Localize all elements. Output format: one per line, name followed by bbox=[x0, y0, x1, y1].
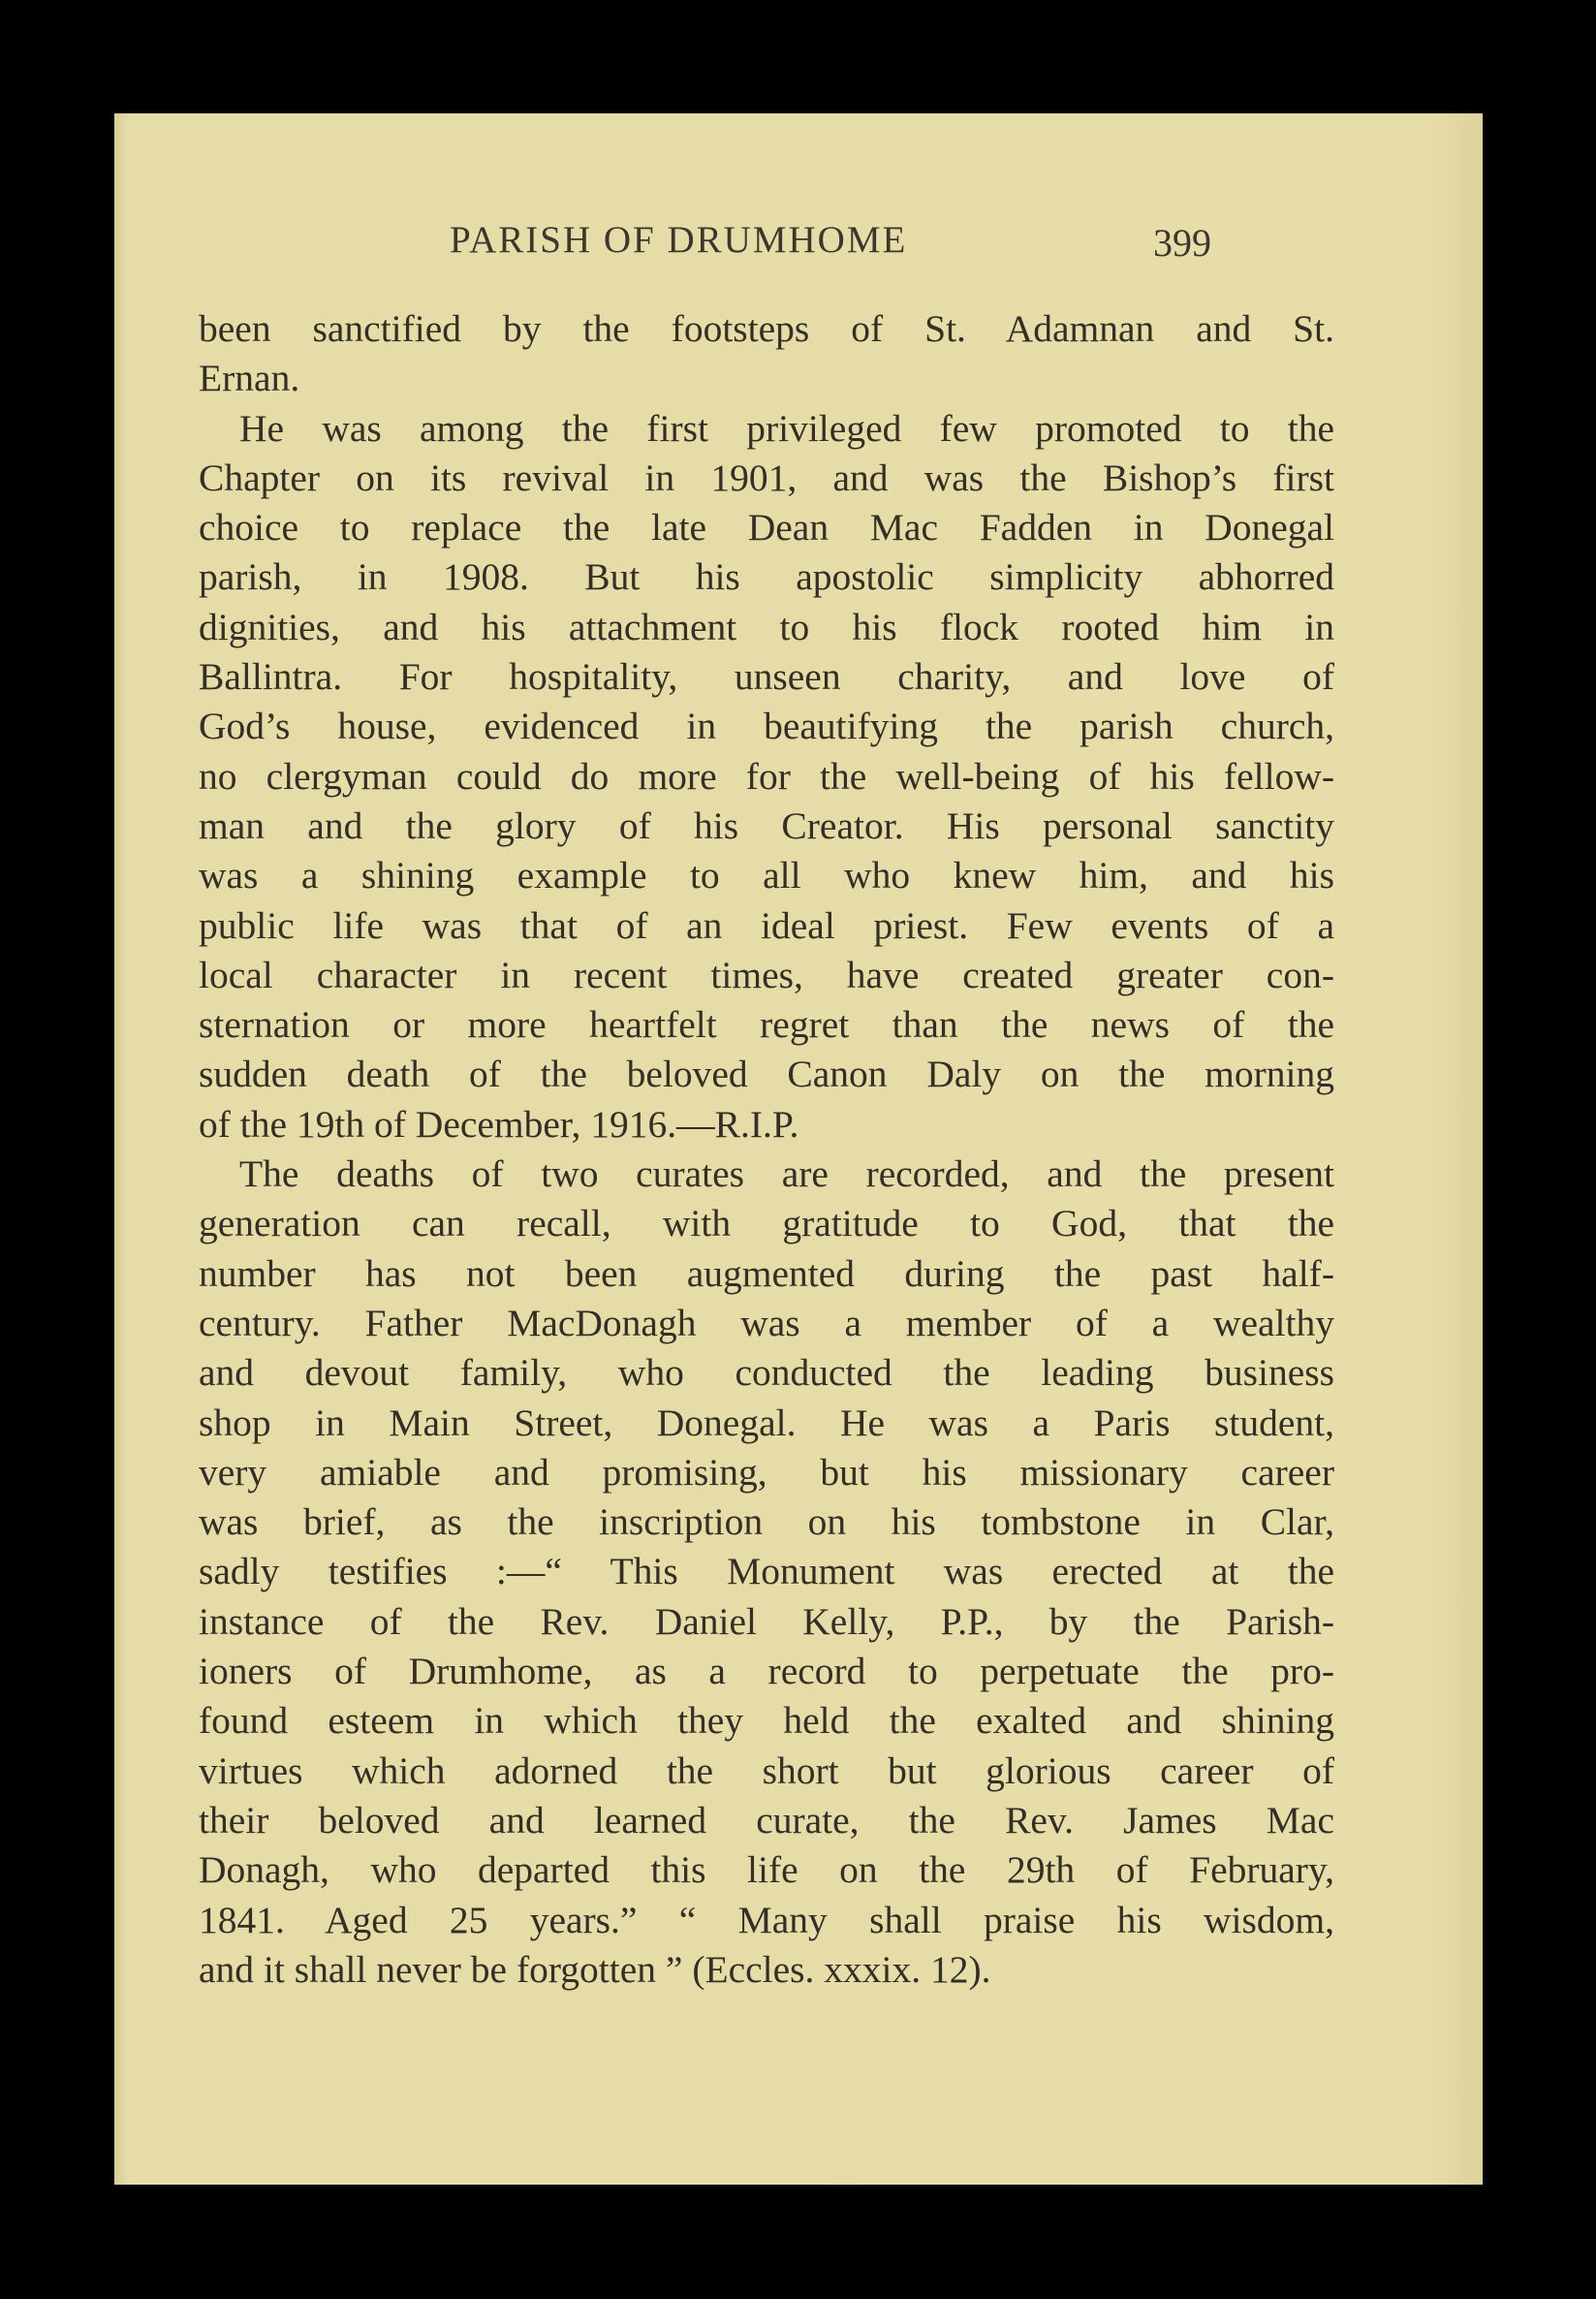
running-head bbox=[114, 218, 1483, 276]
text-line: was a shining example to all who knew him, and his bbox=[199, 854, 1334, 898]
text-line: sudden death of the beloved Canon Daly on the morning bbox=[199, 1053, 1334, 1096]
text-line: ioners of Drumhome, as a record to perpetuate the pro- bbox=[199, 1650, 1334, 1693]
text-line: 1841. Aged 25 years.” “ Many shall praise his wisdom, bbox=[199, 1898, 1334, 1941]
text-line: was brief, as the inscription on his tombstone in Clar, bbox=[199, 1500, 1334, 1544]
text-line: public life was that of an ideal priest. Few events of a bbox=[199, 903, 1334, 947]
book-page bbox=[114, 113, 1483, 2185]
text-line: He was among the first privileged few promoted to the bbox=[239, 406, 1334, 450]
text-line: their beloved and learned curate, the Rev. James Mac bbox=[199, 1798, 1334, 1842]
text-line: generation can recall, with gratitude to God, that the bbox=[199, 1202, 1334, 1245]
body-text bbox=[199, 304, 1334, 1995]
text-line: found esteem in which they held the exalted and shining bbox=[199, 1699, 1334, 1743]
text-line: century. Father MacDonagh was a member of a wealthy bbox=[199, 1301, 1334, 1344]
text-line: parish, in 1908. But his apostolic simplicity abhorred bbox=[199, 555, 1334, 599]
text-line: God’s house, evidenced in beautifying the parish church, bbox=[199, 705, 1334, 748]
text-line: and devout family, who conducted the leading business bbox=[199, 1351, 1334, 1395]
text-line: The deaths of two curates are recorded, and the present bbox=[239, 1152, 1334, 1196]
text-line: of the 19th of December, 1916.—R.I.P. bbox=[199, 1102, 799, 1146]
text-line: man and the glory of his Creator. His personal sanctity bbox=[199, 803, 1334, 847]
text-line: no clergyman could do more for the well-being of his fellow- bbox=[199, 754, 1334, 798]
text-line: Ballintra. For hospitality, unseen charity, and love of bbox=[199, 655, 1334, 699]
text-line: sadly testifies :—“ This Monument was erected at the bbox=[199, 1550, 1334, 1593]
text-line: Donagh, who departed this life on the 29th of February, bbox=[199, 1848, 1334, 1892]
text-line: Ernan. bbox=[199, 357, 300, 400]
text-line: been sanctified by the footsteps of St. Adamnan and St. bbox=[199, 307, 1334, 350]
text-line: Chapter on its revival in 1901, and was the Bishop’s first bbox=[199, 456, 1334, 499]
text-line: instance of the Rev. Daniel Kelly, P.P., by the Parish- bbox=[199, 1599, 1334, 1643]
text-line: shop in Main Street, Donegal. He was a Paris student, bbox=[199, 1401, 1334, 1444]
text-line: and it shall never be forgotten ” (Eccles. xxxix. 12). bbox=[199, 1947, 991, 1991]
text-line: number has not been augmented during the past half- bbox=[199, 1251, 1334, 1295]
text-line: dignities, and his attachment to his flock rooted him in bbox=[199, 605, 1334, 648]
running-head-title: PARISH OF DRUMHOME bbox=[450, 219, 908, 261]
text-line: virtues which adorned the short but glorious career of bbox=[199, 1748, 1334, 1792]
page-number: 399 bbox=[1153, 221, 1211, 265]
text-line: choice to replace the late Dean Mac Fadden in Donegal bbox=[199, 506, 1334, 550]
text-line: local character in recent times, have created greater con- bbox=[199, 953, 1334, 996]
text-line: very amiable and promising, but his missionary career bbox=[199, 1450, 1334, 1494]
text-line: sternation or more heartfelt regret than the news of the bbox=[199, 1003, 1334, 1047]
